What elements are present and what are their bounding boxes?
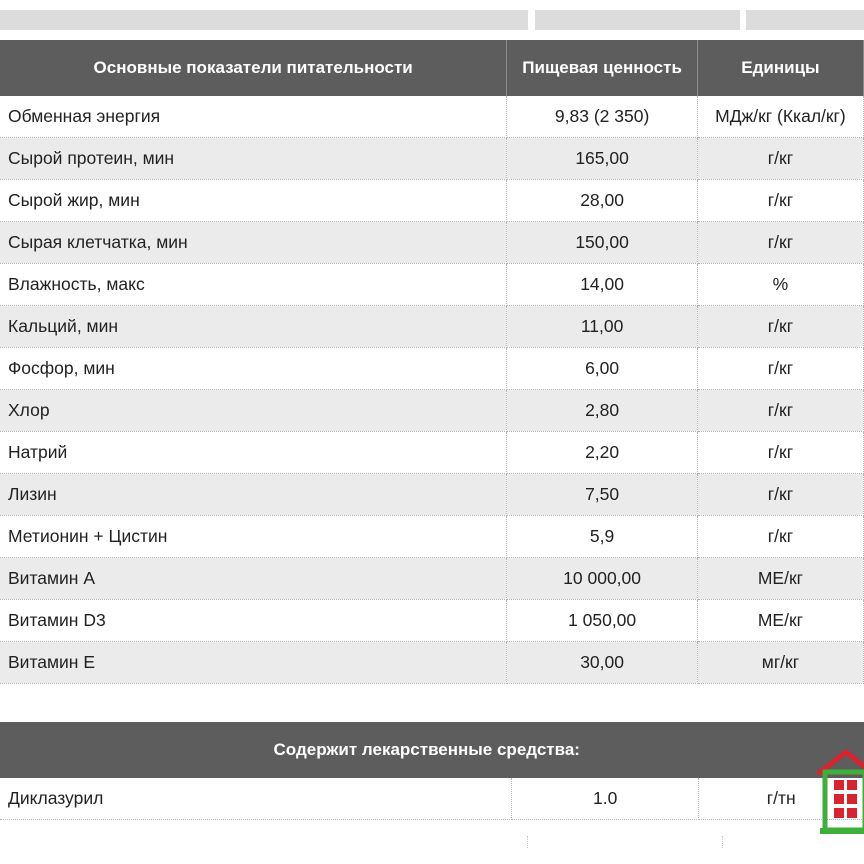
table-row bbox=[0, 96, 864, 138]
drugs-header-row bbox=[0, 722, 864, 778]
divider bbox=[0, 836, 528, 848]
cell-unit: г/тн bbox=[699, 778, 864, 820]
cell-name: Фосфор, мин bbox=[0, 348, 507, 390]
drugs-header: Содержит лекарственные средства: bbox=[0, 722, 864, 778]
cell-name: Диклазурил bbox=[0, 778, 512, 820]
cell-unit: г/кг bbox=[697, 516, 863, 558]
cell-value: 14,00 bbox=[507, 264, 698, 306]
cell-name: Обменная энергия bbox=[0, 96, 507, 138]
top-bar-segment bbox=[0, 10, 528, 30]
cell-value: 1 050,00 bbox=[507, 600, 698, 642]
table-row bbox=[0, 138, 864, 180]
header-value: Пищевая ценность bbox=[507, 40, 698, 96]
table-row bbox=[0, 180, 864, 222]
cell-name: Хлор bbox=[0, 390, 507, 432]
cell-name: Сырая клетчатка, мин bbox=[0, 222, 507, 264]
cell-value: 28,00 bbox=[507, 180, 698, 222]
cell-unit: г/кг bbox=[697, 348, 863, 390]
cell-unit: % bbox=[697, 264, 863, 306]
table-header-row bbox=[0, 40, 864, 96]
cell-name: Сырой протеин, мин bbox=[0, 138, 507, 180]
cell-name: Витамин Е bbox=[0, 642, 507, 684]
cell-value: 6,00 bbox=[507, 348, 698, 390]
cell-name: Витамин D3 bbox=[0, 600, 507, 642]
cell-value: 7,50 bbox=[507, 474, 698, 516]
cell-value: 1.0 bbox=[512, 778, 699, 820]
table-row bbox=[0, 778, 864, 820]
table-body bbox=[0, 96, 864, 684]
cell-value: 165,00 bbox=[507, 138, 698, 180]
cell-unit: МЕ/кг bbox=[697, 600, 863, 642]
cell-unit: г/кг bbox=[697, 474, 863, 516]
cell-value: 10 000,00 bbox=[507, 558, 698, 600]
table-row bbox=[0, 390, 864, 432]
top-bar-segment bbox=[535, 10, 740, 30]
cell-name: Метионин + Цистин bbox=[0, 516, 507, 558]
top-bar-segment bbox=[746, 10, 864, 30]
cell-unit: МДж/кг (Ккал/кг) bbox=[697, 96, 863, 138]
table-row bbox=[0, 558, 864, 600]
cell-unit: г/кг bbox=[697, 390, 863, 432]
header-unit: Единицы bbox=[697, 40, 863, 96]
table-row bbox=[0, 642, 864, 684]
bottom-dividers bbox=[0, 836, 864, 864]
top-bar bbox=[0, 10, 864, 30]
table-row bbox=[0, 474, 864, 516]
house-logo-icon bbox=[816, 748, 864, 838]
cell-unit: мг/кг bbox=[697, 642, 863, 684]
table-row bbox=[0, 306, 864, 348]
cell-unit: г/кг bbox=[697, 180, 863, 222]
cell-value: 2,20 bbox=[507, 432, 698, 474]
table-row bbox=[0, 222, 864, 264]
cell-name: Кальций, мин bbox=[0, 306, 507, 348]
cell-unit: г/кг bbox=[697, 306, 863, 348]
drugs-table bbox=[0, 722, 864, 820]
cell-value: 11,00 bbox=[507, 306, 698, 348]
table-row bbox=[0, 516, 864, 558]
cell-unit: г/кг bbox=[697, 138, 863, 180]
cell-name: Сырой жир, мин bbox=[0, 180, 507, 222]
cell-name: Лизин bbox=[0, 474, 507, 516]
cell-name: Влажность, макс bbox=[0, 264, 507, 306]
cell-name: Витамин А bbox=[0, 558, 507, 600]
cell-value: 9,83 (2 350) bbox=[507, 96, 698, 138]
cell-value: 5,9 bbox=[507, 516, 698, 558]
nutrition-table bbox=[0, 40, 864, 684]
cell-unit: г/кг bbox=[697, 432, 863, 474]
table-row bbox=[0, 264, 864, 306]
cell-unit: МЕ/кг bbox=[697, 558, 863, 600]
table-row bbox=[0, 600, 864, 642]
cell-value: 30,00 bbox=[507, 642, 698, 684]
cell-unit: г/кг bbox=[697, 222, 863, 264]
table-row bbox=[0, 432, 864, 474]
drugs-body bbox=[0, 778, 864, 820]
cell-value: 150,00 bbox=[507, 222, 698, 264]
divider bbox=[528, 836, 723, 848]
header-name: Основные показатели питательности bbox=[0, 40, 507, 96]
cell-name: Натрий bbox=[0, 432, 507, 474]
table-row bbox=[0, 348, 864, 390]
cell-value: 2,80 bbox=[507, 390, 698, 432]
